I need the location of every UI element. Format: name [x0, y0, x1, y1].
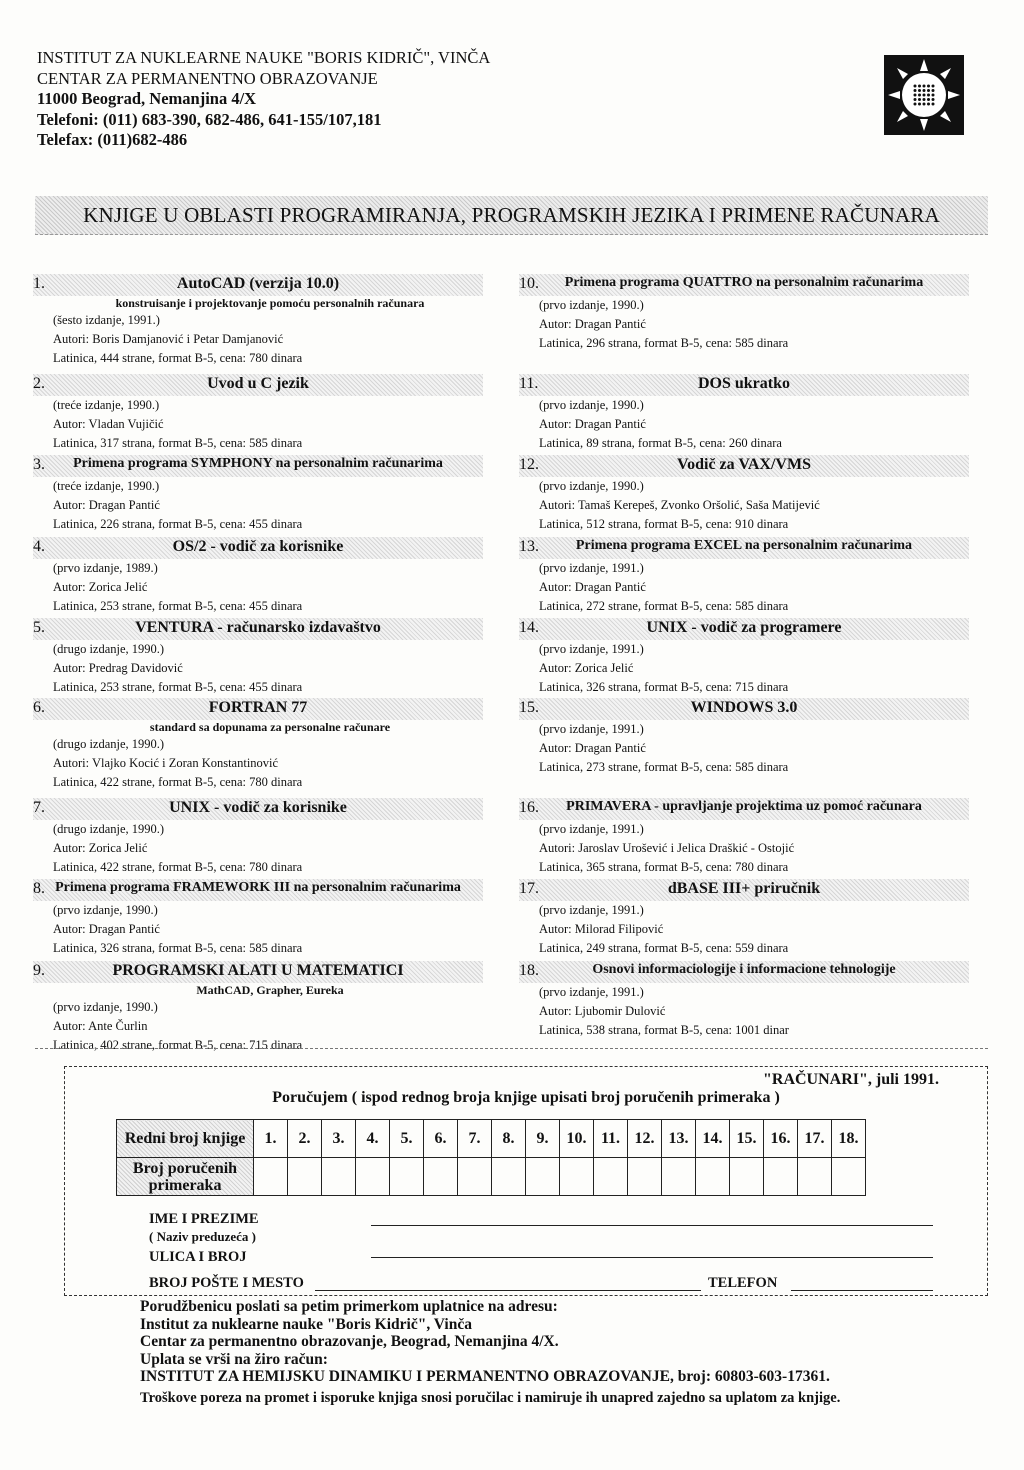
- order-title: Poručujem ( ispod rednog broja knjige upisati broj poručenih primeraka ): [272, 1089, 780, 1106]
- quantity-cell[interactable]: [288, 1158, 322, 1196]
- book-entry: [519, 879, 969, 958]
- institute-header: [37, 48, 637, 151]
- book-number: 5.: [33, 619, 45, 636]
- book-details: Latinica, 422 strane, format B-5, cena: 780 dinara: [53, 775, 303, 789]
- book-title: Primena programa SYMPHONY na personalnim računarima: [73, 456, 443, 471]
- book-details: Latinica, 326 strana, format B-5, cena: 715 dinara: [539, 680, 789, 694]
- book-title-bar: [519, 798, 969, 820]
- book-number-cell: 9.: [526, 1120, 560, 1158]
- book-title: Primena programa EXCEL na personalnim računarima: [575, 538, 913, 553]
- book-title-bar: [33, 455, 483, 477]
- book-entry: [519, 698, 969, 777]
- book-number-cell: 6.: [424, 1120, 458, 1158]
- book-number: 1.: [33, 275, 45, 292]
- book-edition: (prvo izdanje, 1991.): [539, 903, 644, 917]
- row-label-quantity: Broj poručenih primeraka: [117, 1158, 254, 1196]
- quantity-cell[interactable]: [832, 1158, 866, 1196]
- quantity-cell[interactable]: [526, 1158, 560, 1196]
- book-subtitle: standard sa dopunama za personalne računare: [149, 720, 391, 734]
- book-edition: (prvo izdanje, 1991.): [539, 985, 644, 999]
- book-entry: [33, 798, 483, 877]
- book-details: Latinica, 422 strane, format B-5, cena: 780 dinara: [53, 860, 303, 874]
- book-number: 13.: [519, 538, 539, 555]
- book-entry: [33, 374, 483, 453]
- book-title-bar: [519, 455, 969, 477]
- book-author: Autor: Zorica Jelić: [539, 661, 634, 675]
- book-title: Uvod u C jezik: [207, 375, 309, 392]
- book-number-cell: 10.: [560, 1120, 594, 1158]
- book-title: WINDOWS 3.0: [690, 699, 798, 716]
- book-number: 12.: [519, 456, 539, 473]
- book-entry: [33, 961, 483, 1055]
- footer-line-3: Centar za permanentno obrazovanje, Beograd, Nemanjina 4/X.: [140, 1333, 559, 1350]
- book-number-cell: 5.: [390, 1120, 424, 1158]
- book-entry: [519, 274, 969, 353]
- book-author: Autor: Predrag Davidović: [53, 661, 183, 675]
- institute-logo-icon: [884, 55, 964, 135]
- book-title: UNIX - vodič za korisnike: [169, 799, 347, 816]
- center-name: CENTAR ZA PERMANENTNO OBRAZOVANJE: [37, 68, 378, 88]
- company-label: ( Naziv preduzeća ): [149, 1229, 256, 1244]
- order-form: [64, 1066, 988, 1296]
- book-number-cell: 15.: [730, 1120, 764, 1158]
- book-number-cell: 3.: [322, 1120, 356, 1158]
- book-title-bar: [519, 537, 969, 559]
- post-field[interactable]: [315, 1290, 701, 1291]
- footer-line-6: Troškove poreza na promet i isporuke knjiga snosi poručilac i namiruje ih unapred zajedno sa uplatom za knjige.: [140, 1389, 841, 1406]
- book-title: Primena programa QUATTRO na personalnim računarima: [564, 275, 924, 290]
- book-author: Autor: Vladan Vujičić: [53, 417, 164, 431]
- quantity-cell[interactable]: [764, 1158, 798, 1196]
- book-number-cell: 18.: [832, 1120, 866, 1158]
- issue-label: "RAČUNARI", juli 1991.: [763, 1071, 939, 1088]
- book-title: dBASE III+ priručnik: [667, 880, 821, 897]
- book-number: 18.: [519, 962, 539, 979]
- book-entry: [33, 455, 483, 534]
- quantity-cell[interactable]: [492, 1158, 526, 1196]
- book-details: Latinica, 512 strana, format B-5, cena: 910 dinara: [539, 517, 789, 531]
- book-author: Autor: Dragan Pantić: [53, 922, 160, 936]
- book-number-cell: 13.: [662, 1120, 696, 1158]
- book-author: Autor: Dragan Pantić: [539, 317, 646, 331]
- book-title: DOS ukratko: [697, 375, 791, 392]
- book-entry: [519, 537, 969, 616]
- phone-field[interactable]: [791, 1290, 933, 1291]
- book-edition: (prvo izdanje, 1991.): [539, 642, 644, 656]
- book-entry: [519, 798, 969, 877]
- book-title: Osnovi informaciologije i informacione tehnologije: [592, 962, 896, 977]
- book-edition: (treće izdanje, 1990.): [53, 479, 160, 493]
- book-entry: [519, 455, 969, 534]
- order-instructions: [140, 1298, 1000, 1407]
- book-author: Autori: Vlajko Kocić i Zoran Konstantinović: [53, 756, 279, 770]
- book-title-bar: [33, 879, 483, 901]
- phones: Telefoni: (011) 683-390, 682-486, 641-155/107,181: [37, 109, 382, 129]
- book-author: Autor: Dragan Pantić: [539, 741, 646, 755]
- address: 11000 Beograd, Nemanjina 4/X: [37, 89, 257, 108]
- book-entry: [519, 961, 969, 1040]
- book-author: Autor: Milorad Filipović: [539, 922, 664, 936]
- book-number: 9.: [33, 962, 45, 979]
- book-title: PROGRAMSKI ALATI U MATEMATICI: [112, 962, 404, 979]
- book-details: Latinica, 444 strane, format B-5, cena: 780 dinara: [53, 351, 303, 365]
- book-edition: (prvo izdanje, 1990.): [53, 903, 158, 917]
- book-details: Latinica, 365 strana, format B-5, cena: 780 dinara: [539, 860, 789, 874]
- book-edition: (prvo izdanje, 1991.): [539, 822, 644, 836]
- footer-line-1: Porudžbenicu poslati sa petim primerkom uplatnice na adresu:: [140, 1298, 558, 1315]
- book-title-bar: [33, 961, 483, 983]
- book-author: Autori: Tamaš Kerepeš, Zvonko Oršolić, Saša Matijević: [539, 498, 820, 512]
- book-author: Autori: Jaroslav Urošević i Jelica Draškić - Ostojić: [539, 841, 795, 855]
- book-title: UNIX - vodič za programere: [646, 619, 842, 636]
- book-author: Autor: Dragan Pantić: [539, 417, 646, 431]
- book-number: 6.: [33, 699, 45, 716]
- book-entry: [33, 537, 483, 616]
- book-edition: (drugo izdanje, 1990.): [53, 737, 165, 751]
- book-number: 17.: [519, 880, 539, 897]
- section-banner: KNJIGE U OBLASTI PROGRAMIRANJA, PROGRAMSKIH JEZIKA I PRIMENE RAČUNARA: [35, 196, 988, 235]
- book-title-bar: [519, 961, 969, 983]
- name-label: IME I PREZIME: [149, 1211, 259, 1227]
- quantity-cell[interactable]: [356, 1158, 390, 1196]
- book-details: Latinica, 226 strana, format B-5, cena: 455 dinara: [53, 517, 303, 531]
- book-author: Autor: Zorica Jelić: [53, 841, 148, 855]
- book-title-bar: [519, 698, 969, 720]
- quantity-cell[interactable]: [458, 1158, 492, 1196]
- book-number: 11.: [519, 375, 539, 392]
- book-author: Autor: Ante Čurlin: [53, 1019, 148, 1033]
- institute-name: INSTITUT ZA NUKLEARNE NAUKE "BORIS KIDRIČ", VINČA: [37, 48, 491, 67]
- book-number-cell: 12.: [628, 1120, 662, 1158]
- separator: [35, 1048, 988, 1049]
- book-edition: (prvo izdanje, 1989.): [53, 561, 158, 575]
- footer-line-5: INSTITUT ZA HEMIJSKU DINAMIKU I PERMANENTNO OBRAZOVANJE, broj: 60803-603-17361.: [140, 1368, 830, 1385]
- book-number: 7.: [33, 799, 45, 816]
- book-subtitle: konstruisanje i projektovanje pomoću personalnih računara: [115, 296, 425, 310]
- quantity-cell[interactable]: [628, 1158, 662, 1196]
- book-entry: [33, 698, 483, 792]
- book-number: 16.: [519, 799, 539, 816]
- book-number-cell: 2.: [288, 1120, 322, 1158]
- book-details: Latinica, 296 strana, format B-5, cena: 585 dinara: [539, 336, 789, 350]
- book-number-cell: 7.: [458, 1120, 492, 1158]
- book-entry: [519, 374, 969, 453]
- quantity-cell[interactable]: [662, 1158, 696, 1196]
- street-field[interactable]: [371, 1257, 933, 1258]
- row-label-number: Redni broj knjige: [117, 1120, 254, 1158]
- book-number-cell: 8.: [492, 1120, 526, 1158]
- book-author: Autor: Dragan Pantić: [539, 580, 646, 594]
- book-details: Latinica, 326 strana, format B-5, cena: 585 dinara: [53, 941, 303, 955]
- book-title-bar: [519, 274, 969, 296]
- book-title: PRIMAVERA - upravljanje projektima uz pomoć računara: [566, 799, 922, 814]
- footer-line-4: Uplata se vrši na žiro račun:: [140, 1350, 328, 1368]
- book-details: Latinica, 402 strane, format B-5, cena: 715 dinara: [53, 1038, 303, 1052]
- book-title-bar: [33, 698, 483, 720]
- book-details: Latinica, 272 strane, format B-5, cena: 585 dinara: [539, 599, 789, 613]
- book-number: 2.: [33, 375, 45, 392]
- book-entry: [519, 618, 969, 697]
- fax: Telefax: (011)682-486: [37, 130, 188, 149]
- book-edition: (šesto izdanje, 1991.): [53, 313, 160, 327]
- book-subtitle: MathCAD, Grapher, Eureka: [196, 983, 344, 997]
- book-number: 14.: [519, 619, 539, 636]
- quantity-cell[interactable]: [390, 1158, 424, 1196]
- book-title: VENTURA - računarsko izdavaštvo: [135, 619, 381, 636]
- book-number: 4.: [33, 538, 45, 555]
- book-title-bar: [519, 374, 969, 396]
- book-author: Autor: Dragan Pantić: [53, 498, 160, 512]
- book-number-cell: 1.: [254, 1120, 288, 1158]
- book-edition: (prvo izdanje, 1990.): [539, 479, 644, 493]
- name-field[interactable]: [371, 1225, 933, 1226]
- street-label: ULICA I BROJ: [149, 1249, 247, 1265]
- book-title-bar: [33, 618, 483, 640]
- book-title: FORTRAN 77: [208, 699, 308, 716]
- book-title: Primena programa FRAMEWORK III na personalnim računarima: [55, 880, 461, 895]
- book-author: Autor: Zorica Jelić: [53, 580, 148, 594]
- book-edition: (prvo izdanje, 1990.): [539, 298, 644, 312]
- book-edition: (prvo izdanje, 1991.): [539, 561, 644, 575]
- book-number: 15.: [519, 699, 539, 716]
- book-number-cell: 14.: [696, 1120, 730, 1158]
- book-title: Vodič za VAX/VMS: [677, 456, 811, 473]
- book-title-bar: [33, 798, 483, 820]
- book-number: 8.: [33, 880, 45, 897]
- book-number-cell: 16.: [764, 1120, 798, 1158]
- book-title-bar: [33, 274, 483, 296]
- quantity-cell[interactable]: [730, 1158, 764, 1196]
- book-number-cell: 11.: [594, 1120, 628, 1158]
- book-edition: (prvo izdanje, 1990.): [539, 398, 644, 412]
- quantity-cell[interactable]: [696, 1158, 730, 1196]
- book-title-bar: [33, 537, 483, 559]
- quantity-cell[interactable]: [798, 1158, 832, 1196]
- book-details: Latinica, 253 strane, format B-5, cena: 455 dinara: [53, 680, 303, 694]
- book-edition: (drugo izdanje, 1990.): [53, 642, 165, 656]
- book-number-cell: 4.: [356, 1120, 390, 1158]
- book-details: Latinica, 249 strana, format B-5, cena: 559 dinara: [539, 941, 789, 955]
- book-number-cell: 17.: [798, 1120, 832, 1158]
- book-details: Latinica, 273 strane, format B-5, cena: 585 dinara: [539, 760, 789, 774]
- book-entry: [33, 274, 483, 368]
- book-title: OS/2 - vodič za korisnike: [172, 538, 344, 555]
- book-entry: [33, 879, 483, 958]
- book-edition: (drugo izdanje, 1990.): [53, 822, 165, 836]
- book-number: 10.: [519, 275, 539, 292]
- book-title-bar: [519, 618, 969, 640]
- phone-label: TELEFON: [708, 1275, 778, 1291]
- footer-line-2: Institut za nuklearne nauke "Boris Kidrič", Vinča: [140, 1315, 472, 1333]
- book-details: Latinica, 253 strane, format B-5, cena: 455 dinara: [53, 599, 303, 613]
- book-author: Autori: Boris Damjanović i Petar Damjanović: [53, 332, 284, 346]
- book-edition: (prvo izdanje, 1990.): [53, 1000, 158, 1014]
- quantity-cell[interactable]: [424, 1158, 458, 1196]
- book-details: Latinica, 89 strana, format B-5, cena: 260 dinara: [539, 436, 782, 450]
- quantity-cell[interactable]: [254, 1158, 288, 1196]
- book-author: Autor: Ljubomir Dulović: [539, 1004, 666, 1018]
- book-entry: [33, 618, 483, 697]
- post-label: BROJ POŠTE I MESTO: [149, 1275, 304, 1291]
- book-title-bar: [519, 879, 969, 901]
- book-details: Latinica, 538 strana, format B-5, cena: 1001 dinar: [539, 1023, 789, 1037]
- order-table: [116, 1119, 866, 1196]
- book-title: AutoCAD (verzija 10.0): [176, 275, 340, 292]
- book-edition: (prvo izdanje, 1991.): [539, 722, 644, 736]
- book-edition: (treće izdanje, 1990.): [53, 398, 160, 412]
- quantity-cell[interactable]: [594, 1158, 628, 1196]
- book-number: 3.: [33, 456, 45, 473]
- book-title-bar: [33, 374, 483, 396]
- book-details: Latinica, 317 strana, format B-5, cena: 585 dinara: [53, 436, 303, 450]
- quantity-cell[interactable]: [560, 1158, 594, 1196]
- quantity-cell[interactable]: [322, 1158, 356, 1196]
